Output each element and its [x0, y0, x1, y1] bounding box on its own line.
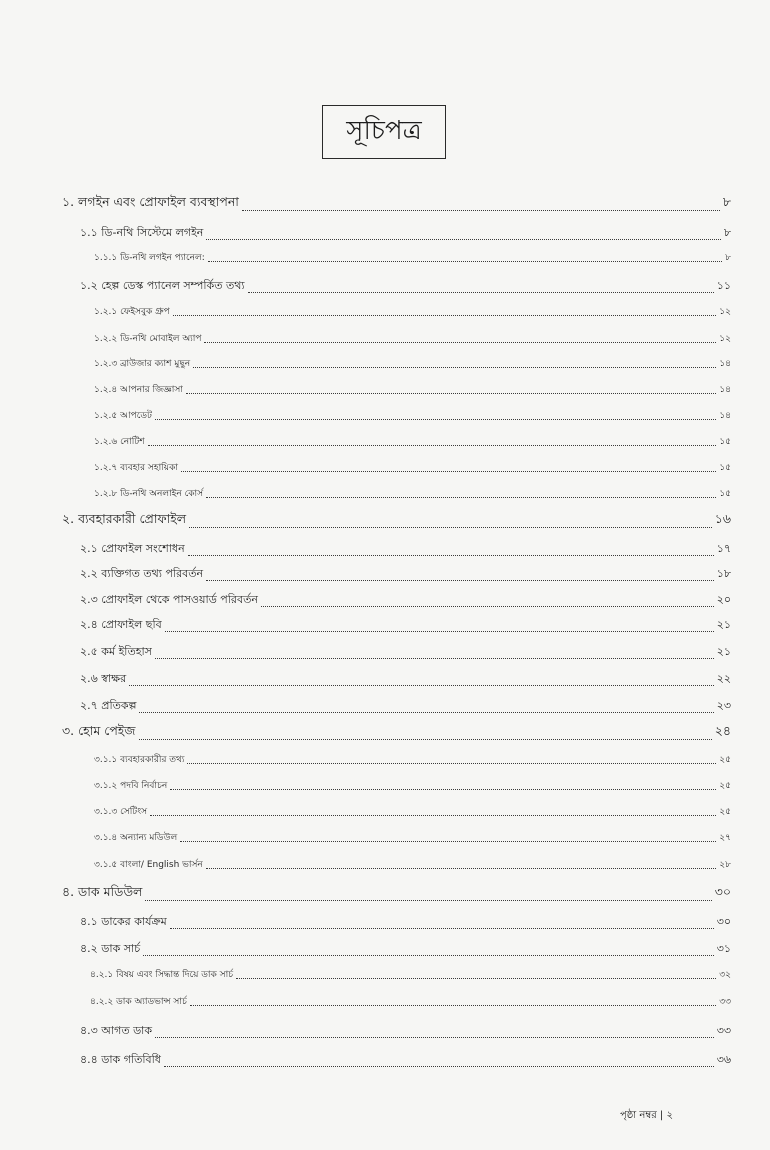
dot-leader	[155, 658, 714, 659]
toc-entry-page: ১২	[719, 334, 731, 344]
toc-entry-label: ২.৩ প্রোফাইল থেকে পাসওয়ার্ড পরিবর্তন	[80, 593, 258, 606]
toc-entry-page: ১৪	[719, 385, 731, 395]
dot-leader	[143, 955, 714, 956]
toc-entry[interactable]	[94, 331, 731, 346]
toc-entry[interactable]	[94, 804, 731, 819]
toc-entry-label: ৪.২ ডাক সার্চ	[80, 942, 141, 955]
toc-entry-label: ২.১ প্রোফাইল সংশোধন	[80, 542, 185, 555]
toc-entry-label: ১.২.৫ আপডেট	[94, 411, 152, 421]
toc-entry[interactable]	[94, 778, 731, 793]
toc-entry-page: ৮	[723, 226, 731, 239]
toc-entry-page: ২৫	[719, 807, 731, 817]
toc-entry-label: ৪.৪ ডাক গতিবিধি	[80, 1053, 161, 1066]
toc-entry-label: ১. লগইন এবং প্রোফাইল ব্যবস্থাপনা	[62, 194, 239, 209]
toc-entry-label: ১.২.৪ আপনার জিজ্ঞাসা	[94, 385, 183, 395]
toc-entry-page: ৮	[722, 194, 731, 209]
toc-entry-label: ১.২.৮ ডি-নথি অনলাইন কোর্স	[94, 489, 204, 499]
toc-entry[interactable]	[94, 830, 731, 845]
dot-leader	[248, 292, 714, 293]
toc-entry-label: ২.৭ প্রতিকল্প	[80, 699, 137, 712]
toc-entry-page: ৩০	[714, 884, 731, 899]
toc-entry-page: ২১	[716, 645, 731, 658]
toc-entry-page: ১৫	[719, 437, 731, 447]
toc-entry-label: ৩.১.৪ অন্যান্য মডিউল	[94, 833, 178, 843]
toc-entry[interactable]	[80, 616, 731, 635]
toc-entry-page: ১৫	[719, 463, 731, 473]
toc-entry-label: ১.২.৬ নোটিশ	[94, 437, 145, 447]
dot-leader	[139, 712, 713, 713]
dot-leader	[236, 978, 716, 979]
dot-leader	[139, 739, 712, 740]
toc-entry[interactable]	[80, 643, 731, 662]
toc-entry-label: ১.২.২ ডি-নথি মোবাইল অ্যাপ	[94, 334, 202, 344]
toc-entry-page: ২০	[716, 593, 731, 606]
toc-entry[interactable]	[94, 250, 731, 265]
dot-leader	[170, 789, 716, 790]
dot-leader	[208, 261, 722, 262]
toc-entry-label: ৪. ডাক মডিউল	[62, 884, 143, 899]
dot-leader	[165, 631, 714, 632]
toc-entry-label: ২.২ ব্যক্তিগত তথ্য পরিবর্তন	[80, 567, 204, 580]
dot-leader	[150, 815, 716, 816]
dot-leader	[206, 580, 714, 581]
toc-entry-page: ১৭	[716, 542, 731, 555]
dot-leader	[181, 471, 716, 472]
toc-entry[interactable]	[94, 434, 731, 449]
dot-leader	[187, 763, 716, 764]
toc-entry-page: ২৩	[716, 699, 731, 712]
toc-entry[interactable]	[90, 967, 731, 982]
dot-leader	[189, 527, 712, 528]
toc-entry-page: ২৪	[714, 723, 731, 738]
dot-leader	[190, 1005, 716, 1006]
toc-entry[interactable]	[80, 913, 731, 932]
dot-leader	[129, 685, 714, 686]
toc-entry-label: ৩. হোম পেইজ	[62, 723, 136, 738]
toc-entry-page: ১১	[716, 279, 731, 292]
toc-entry-label: ১.২.৩ ব্রাউজার ক্যাশ মুছুন	[94, 359, 191, 369]
toc-entry-page: ১৬	[714, 511, 731, 526]
dot-leader	[204, 342, 716, 343]
toc-entry-page: ১৪	[719, 359, 731, 369]
dot-leader	[155, 419, 716, 420]
toc-entry-label: ২.৫ কর্ম ইতিহাস	[80, 645, 152, 658]
toc-entry[interactable]	[80, 670, 731, 689]
toc-entry-page: ৩৩	[716, 1024, 731, 1037]
toc-entry[interactable]	[80, 540, 731, 559]
dot-leader	[206, 239, 721, 240]
toc-entry[interactable]	[80, 1051, 731, 1070]
toc-entry-page: ২১	[716, 618, 731, 631]
toc-entry-label: ২. ব্যবহারকারী প্রোফাইল	[62, 511, 187, 526]
toc-entry-page: ২২	[716, 672, 731, 685]
toc-entry-page: ৩৬	[716, 1053, 731, 1066]
dot-leader	[188, 555, 714, 556]
toc-entry-label: ৩.১.৫ বাংলা/ English ভার্সন	[94, 860, 203, 870]
toc-entry-page: ৩২	[719, 970, 731, 980]
toc-entry[interactable]	[80, 277, 731, 296]
toc-entry-page: ১২	[719, 307, 731, 317]
dot-leader	[180, 841, 716, 842]
dot-leader	[186, 393, 716, 394]
toc-entry[interactable]	[62, 884, 731, 904]
toc-entry-page: ৩০	[716, 915, 731, 928]
toc-entry-page: ১৮	[716, 567, 731, 580]
toc-entry-label: ৩.১.২ পদবি নির্বাচন	[94, 781, 168, 791]
toc-entry-page: ১৫	[719, 489, 731, 499]
toc-entry[interactable]	[94, 356, 731, 371]
toc-entry-label: ৩.১.১ ব্যবহারকারীর তথ্য	[94, 755, 185, 765]
dot-leader	[173, 315, 717, 316]
toc-entry[interactable]	[94, 752, 731, 767]
toc-entry-label: ৪.২.১ বিষয় এবং সিদ্ধান্ত দিয়ে ডাক সার্চ	[90, 970, 234, 980]
toc-entry-label: ৩.১.৩ সেটিংস	[94, 807, 148, 817]
toc-entry[interactable]	[80, 1022, 731, 1041]
toc-entry[interactable]	[94, 486, 731, 501]
toc-entry-page: ১৪	[719, 411, 731, 421]
toc-entry-page: ৩৩	[719, 997, 731, 1007]
toc-entry-page: ৩১	[716, 942, 731, 955]
toc-entry[interactable]	[94, 460, 731, 475]
toc-entry[interactable]	[80, 565, 731, 584]
toc-entry[interactable]	[94, 408, 731, 423]
toc-entry-label: ১.২ হেল্প ডেস্ক প্যানেল সম্পর্কিত তথ্য	[80, 279, 245, 292]
toc-entry[interactable]	[80, 224, 731, 243]
dot-leader	[261, 606, 714, 607]
toc-entry[interactable]	[62, 511, 731, 531]
toc-entry-page: ২৮	[719, 860, 731, 870]
toc-entry[interactable]	[80, 591, 731, 610]
toc-entry-label: ২.৪ প্রোফাইল ছবি	[80, 618, 162, 631]
toc-entry[interactable]	[62, 723, 731, 743]
toc-entry[interactable]	[90, 994, 731, 1009]
toc-entry[interactable]	[80, 697, 731, 716]
page-title: সূচিপত্র	[322, 105, 446, 159]
toc-entry-label: ৪.৩ আগত ডাক	[80, 1024, 153, 1037]
toc-entry-label: ২.৬ স্বাক্ষর	[80, 672, 127, 685]
toc-entry-label: ৪.২.২ ডাক অ্যাডভান্স সার্চ	[90, 997, 187, 1007]
toc-entry-label: ১.২.৭ ব্যবহার সহায়িকা	[94, 463, 178, 473]
dot-leader	[170, 928, 714, 929]
toc-entry[interactable]	[62, 194, 731, 214]
dot-leader	[148, 445, 717, 446]
toc-entry[interactable]	[94, 857, 731, 872]
toc-entry[interactable]	[94, 382, 731, 397]
dot-leader	[206, 497, 716, 498]
toc-entry-page: ২৫	[719, 755, 731, 765]
toc-entry-page: ২৭	[719, 833, 731, 843]
toc-entry-label: ১.২.১ ফেইসবুক গ্রুপ	[94, 307, 170, 317]
toc-entry[interactable]	[94, 304, 731, 319]
dot-leader	[242, 210, 720, 211]
dot-leader	[145, 900, 711, 901]
toc-entry-label: ১.১.১ ডি-নথি লগইন প্যানেল:	[94, 253, 205, 263]
dot-leader	[193, 367, 716, 368]
dot-leader	[155, 1037, 714, 1038]
dot-leader	[206, 868, 716, 869]
toc-entry-page: ৮	[725, 253, 731, 263]
page-number-footer: পৃষ্ঠা নম্বর | ২	[620, 1110, 673, 1121]
toc-entry-label: ৪.১ ডাকের কার্যক্রম	[80, 915, 167, 928]
toc-entry[interactable]	[80, 940, 731, 959]
dot-leader	[164, 1066, 714, 1067]
toc-entry-label: ১.১ ডি-নথি সিস্টেমে লগইন	[80, 226, 204, 239]
toc-entry-page: ২৫	[719, 781, 731, 791]
